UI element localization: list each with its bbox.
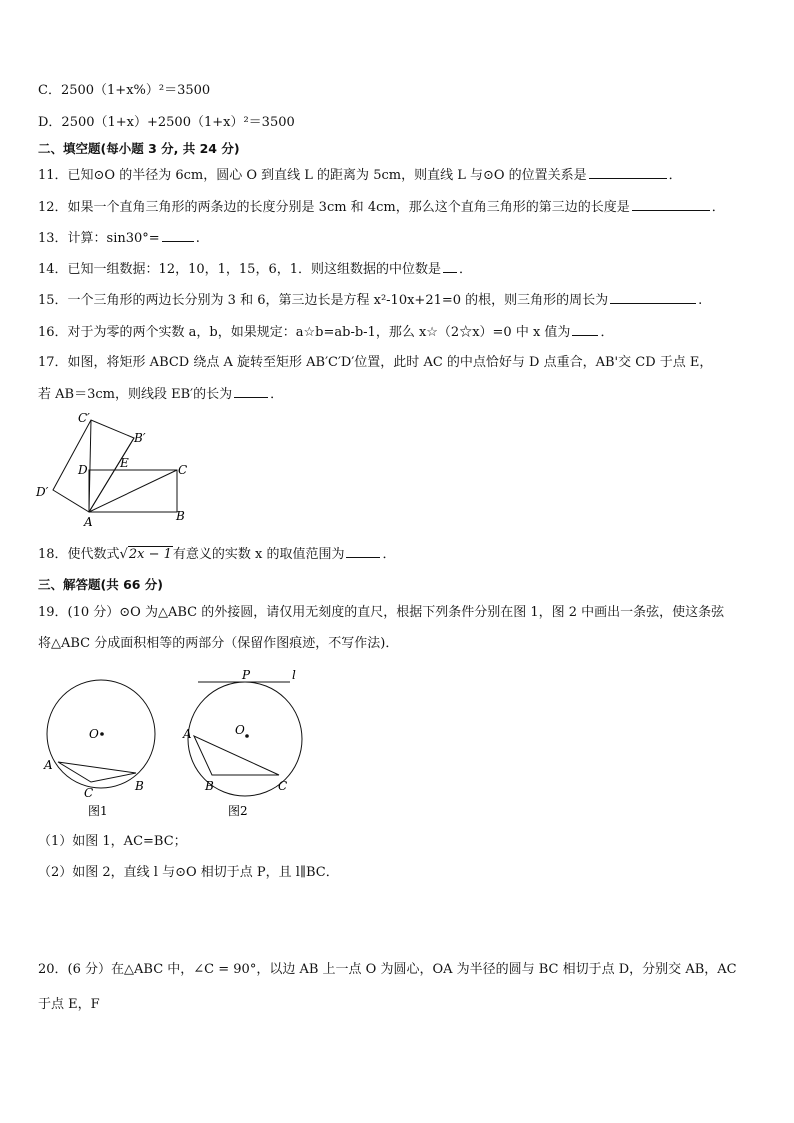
answer-blank[interactable] [443, 261, 457, 273]
figure-rotated-rectangle [30, 410, 200, 530]
question-17-line-1: 17．如图，将矩形 ABCD 绕点 A 旋转至矩形 AB′C′D′位置，此时 AC 的中点恰好与 D 点重合，AB'交 CD 于点 E， [38, 355, 713, 370]
label-a: A [44, 758, 53, 772]
question-11 [38, 167, 682, 184]
label-b: B [176, 509, 185, 523]
section-heading-solutions: 三、解答题(共 66 分) [38, 577, 164, 592]
question-15-text: 15．一个三角形的两边长分别为 3 和 6，第三边长是方程 x²-10x+21=0 的根，则三角形的周长为 [38, 293, 609, 308]
question-end: ． [270, 387, 284, 402]
label-b: B [135, 779, 144, 793]
answer-blank[interactable] [572, 324, 598, 336]
question-12 [38, 199, 725, 216]
question-end: ． [711, 200, 725, 215]
label-d-prime: D′ [36, 485, 49, 499]
answer-blank[interactable] [234, 386, 268, 398]
question-13-text: 13．计算：sin30°= [38, 231, 160, 246]
figure-2-caption: 图2 [228, 804, 248, 818]
question-14-text: 14．已知一组数据：12，10，1，15，6，1．则这组数据的中位数是 [38, 262, 441, 277]
segment-ac1 [89, 420, 91, 512]
label-b-prime: B′ [134, 431, 146, 445]
label-l: l [292, 668, 296, 682]
question-18 [38, 546, 396, 563]
answer-blank[interactable] [632, 199, 710, 211]
triangle-abc [194, 736, 279, 775]
question-13 [38, 230, 200, 247]
label-d: D [78, 463, 88, 477]
square-root-expression: √2x − 1 [119, 547, 172, 562]
question-20-line-2: 于点 E，F [38, 997, 100, 1012]
figure-2-circle [178, 664, 318, 826]
question-16-text: 16．对于为零的两个实数 a，b，如果规定：a☆b=ab-b-1，那么 x☆（2☆x）=0 中 x 值为 [38, 325, 571, 340]
question-18-pre: 18．使代数式 [38, 547, 120, 562]
question-19-line-2: 将△ABC 分成面积相等的两部分（保留作图痕迹，不写作法)． [38, 636, 399, 651]
question-19-part-1: （1）如图 1，AC=BC； [38, 834, 187, 849]
section-heading-fill-in: 二、填空题(每小题 3 分, 共 24 分) [38, 141, 240, 156]
question-12-text: 12．如果一个直角三角形的两条边的长度分别是 3cm 和 4cm，那么这个直角三角形的第三边的长度是 [38, 200, 630, 215]
figure-1-caption: 图1 [88, 804, 108, 818]
question-17-line-2 [38, 386, 283, 403]
question-14 [38, 261, 472, 278]
question-end: . [195, 231, 200, 246]
question-16 [38, 324, 613, 341]
answer-blank[interactable] [162, 230, 194, 242]
label-c: C [178, 463, 188, 477]
question-end: ． [668, 168, 682, 183]
question-19-part-2: （2）如图 2，直线 l 与⊙O 相切于点 P，且 l∥BC． [38, 865, 339, 880]
label-c-prime: C′ [78, 411, 90, 425]
question-17-text: 若 AB＝3cm，则线段 EB′的长为 [38, 387, 233, 402]
center-point [245, 734, 249, 738]
center-point [100, 732, 104, 736]
label-o: O [235, 723, 245, 737]
label-c: C [278, 779, 288, 793]
question-18-post: 有意义的实数 x 的取值范围为 [172, 547, 345, 562]
figure-1-circle [30, 676, 170, 826]
radicand: 2x − 1 [128, 547, 172, 562]
label-p: P [242, 668, 251, 682]
label-a: A [183, 727, 192, 741]
option-c: C．2500（1+x%）²＝3500 [38, 83, 211, 98]
question-end: ． [382, 547, 396, 562]
question-15 [38, 292, 702, 309]
label-e: E [120, 456, 129, 470]
question-end: ． [458, 262, 472, 277]
question-end: ． [600, 325, 614, 340]
label-a: A [84, 515, 93, 529]
answer-blank[interactable] [346, 546, 380, 558]
label-c: C [84, 786, 94, 800]
answer-blank[interactable] [610, 292, 696, 304]
answer-blank[interactable] [589, 167, 667, 179]
triangle-abc [58, 762, 136, 782]
question-11-text: 11．已知⊙O 的半径为 6cm，圆心 O 到直线 L 的距离为 5cm，则直线 L 与⊙O 的位置关系是 [38, 168, 587, 183]
option-d: D．2500（1+x）+2500（1+x）²＝3500 [38, 115, 295, 130]
question-end: . [698, 293, 703, 308]
question-19-line-1: 19．(10 分）⊙O 为△ABC 的外接圆，请仅用无刻度的直尺，根据下列条件分别在图 1，图 2 中画出一条弦，使这条弦 [38, 605, 725, 620]
label-b: B [205, 779, 214, 793]
label-o: O [89, 727, 99, 741]
question-20-line-1: 20．(6 分）在△ABC 中，∠C = 90°，以边 AB 上一点 O 为圆心，OA 为半径的圆与 BC 相切于点 D，分别交 AB，AC [38, 962, 737, 977]
